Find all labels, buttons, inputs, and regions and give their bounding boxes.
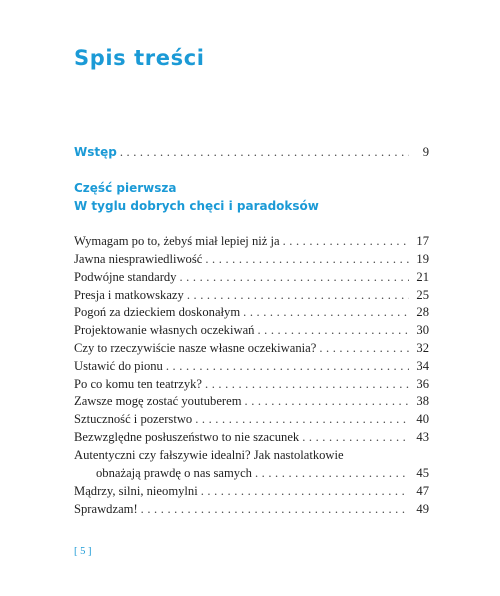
dot-leader [205,377,409,392]
toc-page-number: 32 [416,341,429,355]
toc-entry-label: obnażają prawdę o nas samych [96,466,252,480]
toc-entry-label: Po co komu ten teatrzyk? [74,377,202,391]
toc-entry[interactable] [74,412,429,427]
toc-entry[interactable] [74,484,429,499]
dot-leader [205,252,409,267]
toc-page-number: 34 [416,359,429,373]
dot-leader [201,484,409,499]
toc-entry-intro[interactable] [74,145,429,160]
toc-entry[interactable] [74,359,429,374]
toc-page-number: 40 [416,412,429,426]
toc-entry[interactable] [74,502,429,517]
toc-entry-label: Projektowanie własnych oczekiwań [74,323,255,337]
toc-page-number: 47 [416,484,429,498]
toc-page-number: 25 [416,288,429,302]
dot-leader [195,412,409,427]
dot-leader [283,234,409,249]
dot-leader [141,502,409,517]
toc-page-number: 28 [416,305,429,319]
toc-entry[interactable] [74,288,429,303]
dot-leader [166,359,409,374]
toc-page-number: 19 [416,252,429,266]
toc-entry-label: Mądrzy, silni, nieomylni [74,484,198,498]
toc-entry-label: Bezwzględne posłuszeństwo to nie szacunek [74,430,300,444]
dot-leader [179,270,409,285]
toc-entry-label: Sztuczność i pozerstwo [74,412,193,426]
toc-page-number: 45 [416,466,429,480]
toc-entry-label-line1[interactable]: Autentyczni czy fałszywie idealni? Jak nastolatkowie [74,448,344,462]
toc-entry[interactable] [96,466,429,481]
toc-entry-label: Jawna niesprawiedliwość [74,252,203,266]
toc-entry[interactable] [74,323,429,338]
dot-leader [319,341,409,356]
dot-leader [257,323,409,338]
toc-page-number: 9 [422,145,429,159]
toc-entry-label: Podwójne standardy [74,270,177,284]
dot-leader [187,288,409,303]
toc-page-number: 30 [416,323,429,337]
dot-leader [120,145,409,160]
toc-page-number: 49 [416,502,429,516]
toc-entry-label: Czy to rzeczywiście nasze własne oczekiwania? [74,341,317,355]
toc-entry-label: Wstęp [74,145,117,159]
toc-entry-label: Presja i matkowskazy [74,288,184,302]
dot-leader [245,394,409,409]
toc-entry-label: Wymagam po to, żebyś miał lepiej niż ja [74,234,280,248]
toc-entry[interactable] [74,341,429,356]
toc-page-number: 43 [416,430,429,444]
toc-entry-label: Zawsze mogę zostać youtuberem [74,394,242,408]
toc-entry[interactable] [74,305,429,320]
dot-leader [255,466,409,481]
page-title: Spis treści [74,46,205,70]
toc-entry-label: Ustawić do pionu [74,359,163,373]
toc-entry[interactable] [74,270,429,285]
toc-page-number: 17 [416,234,429,248]
page-folio: [ 5 ] [74,546,92,557]
dot-leader [302,430,409,445]
toc-entry-label: Pogoń za dzieckiem doskonałym [74,305,241,319]
dot-leader [243,305,409,320]
toc-entry[interactable] [74,234,429,249]
part-number: Część pierwsza [74,181,177,195]
toc-entry-label: Sprawdzam! [74,502,138,516]
toc-page-number: 21 [416,270,429,284]
toc-entry[interactable] [74,377,429,392]
part-title: W tyglu dobrych chęci i paradoksów [74,199,319,213]
toc-entry[interactable] [74,394,429,409]
toc-page-number: 36 [416,377,429,391]
toc-entry[interactable] [74,430,429,445]
toc-page-number: 38 [416,394,429,408]
toc-entry[interactable] [74,252,429,267]
